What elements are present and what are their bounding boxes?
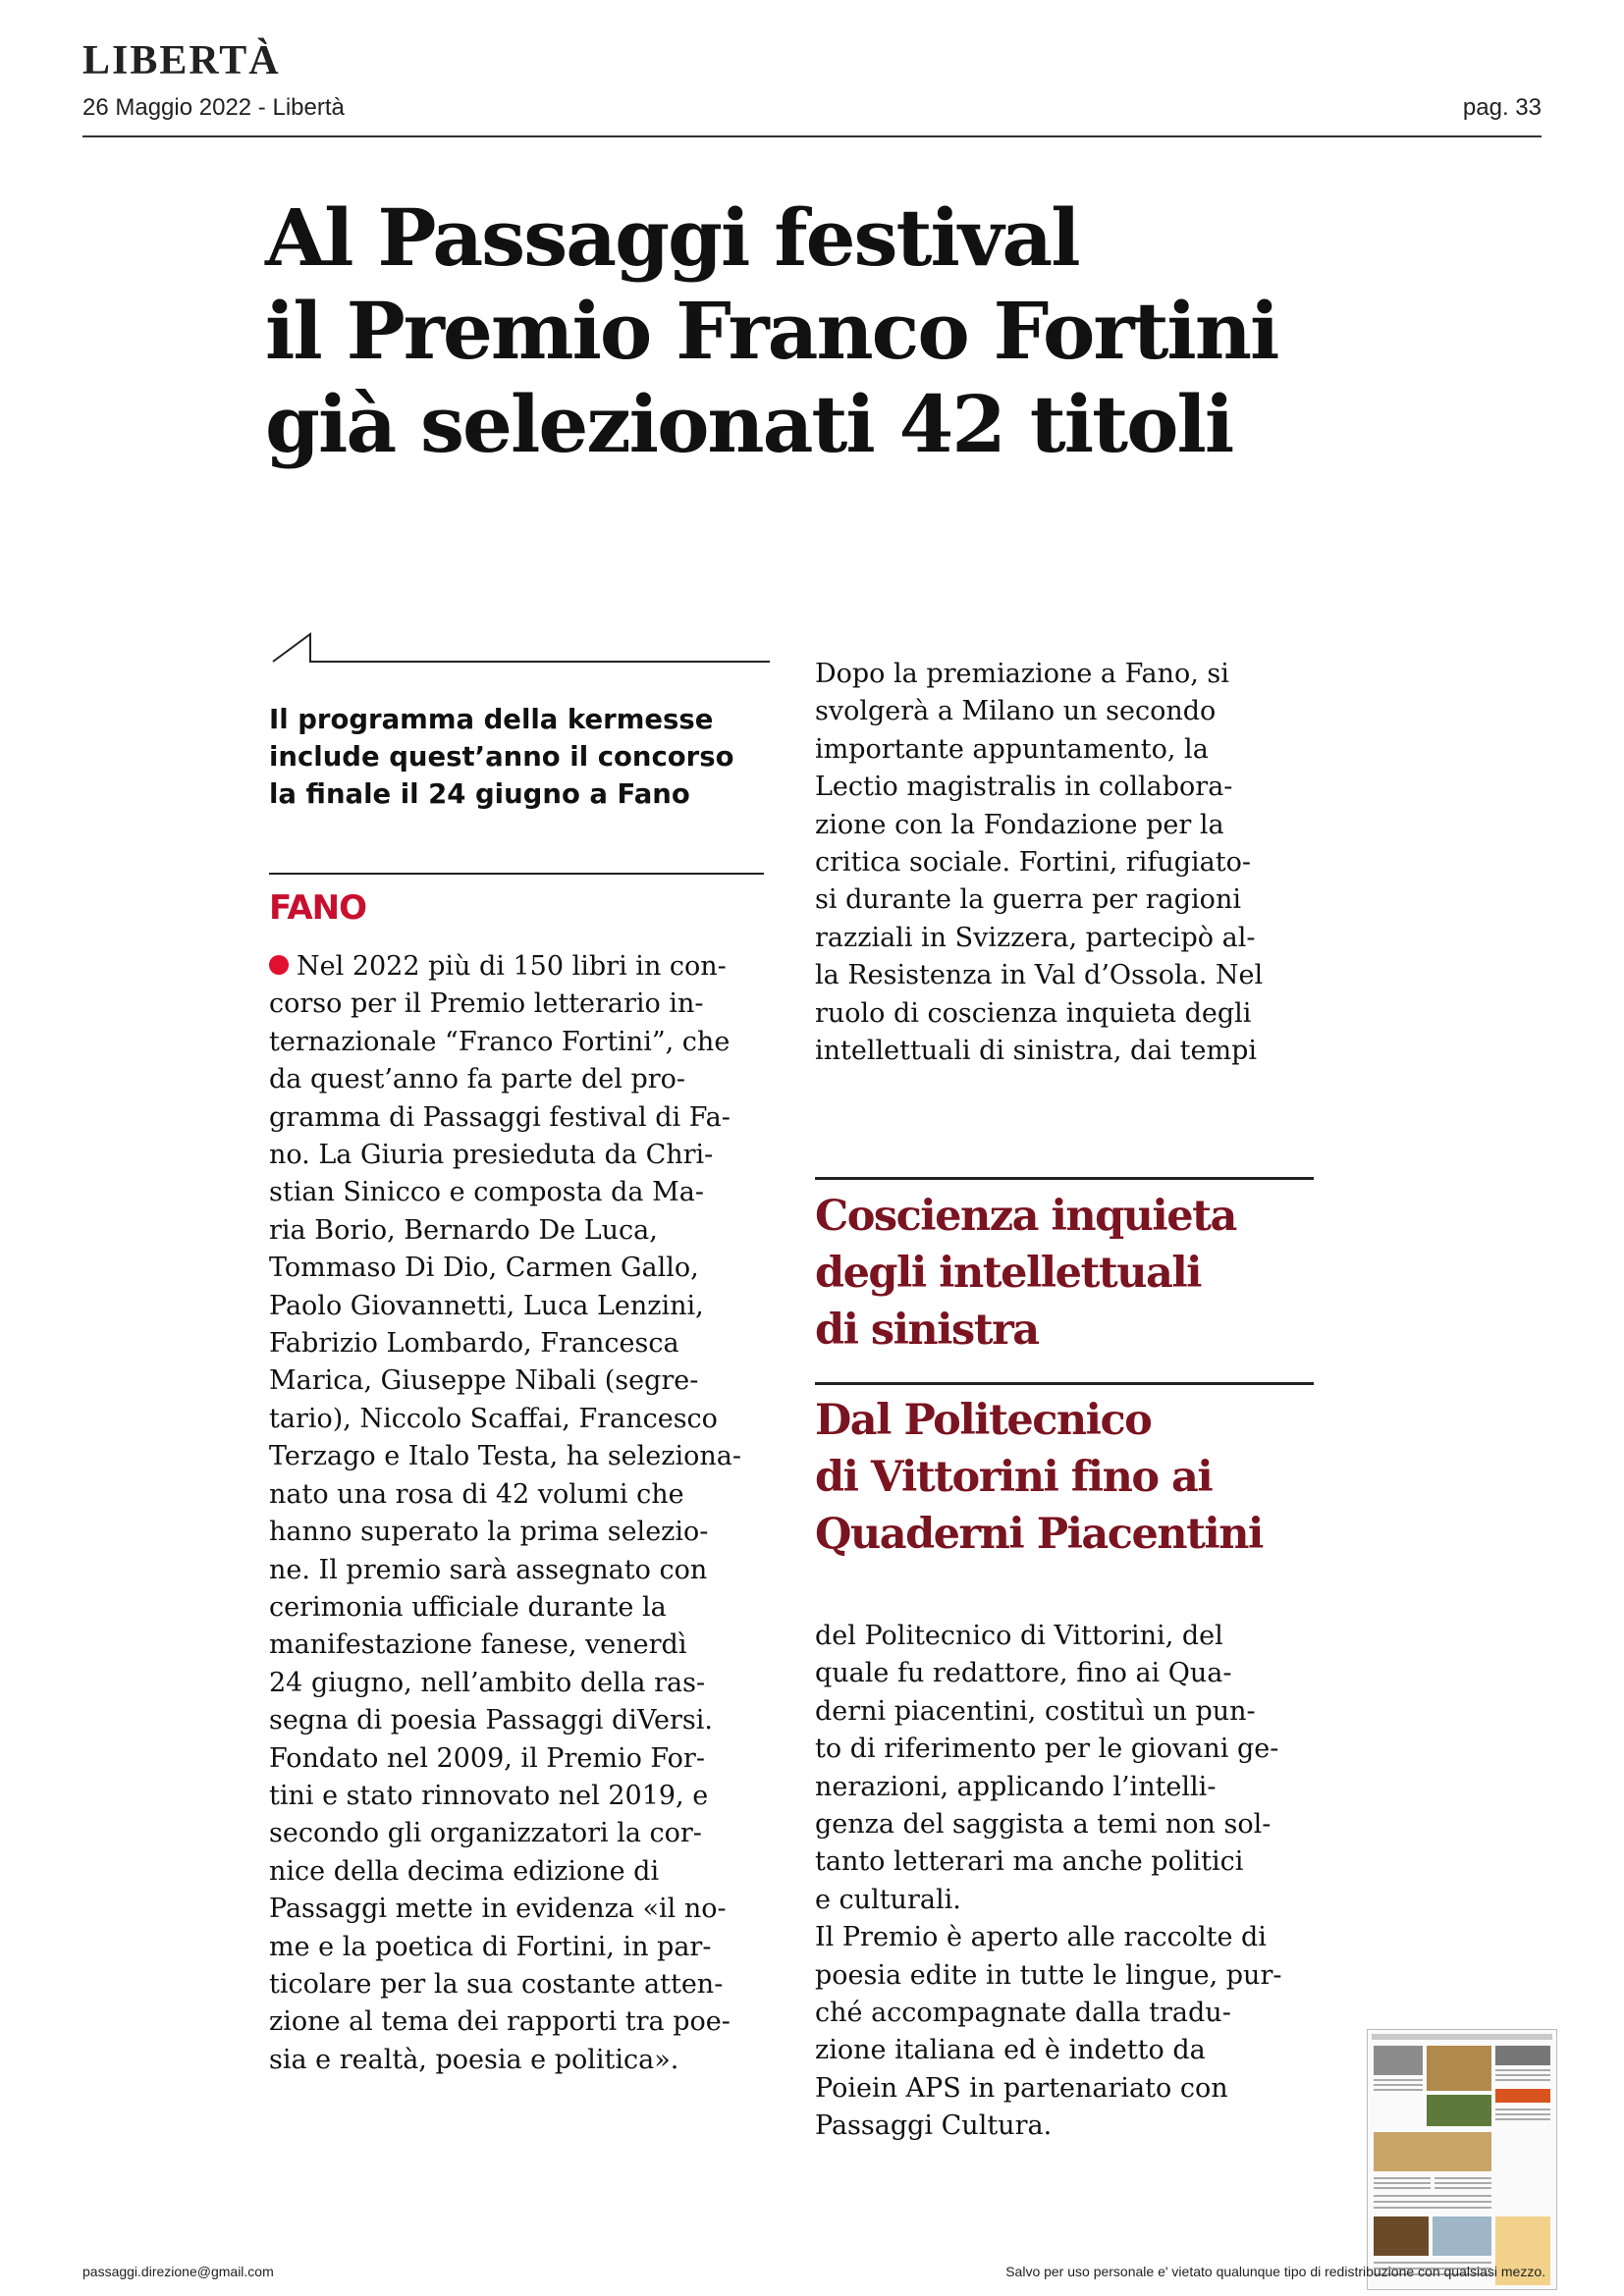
body-line: derni piacentini, costituì un pun- — [815, 1695, 1256, 1727]
body-line: me e la poetica di Fortini, in par- — [269, 1931, 712, 1962]
body-line: Paolo Giovannetti, Luca Lenzini, — [269, 1290, 704, 1321]
body-line: si durante la guerra per ragioni — [815, 884, 1241, 916]
body-line: Poiein APS in partenariato con — [815, 2072, 1228, 2104]
body-line: secondo gli organizzatori la cor- — [269, 1818, 702, 1849]
body-line: Fabrizio Lombardo, Francesca — [269, 1328, 679, 1360]
body-line: Fondato nel 2009, il Premio For- — [269, 1742, 705, 1774]
body-line: Passaggi Cultura. — [815, 2110, 1053, 2142]
body-column-right-bottom — [815, 1618, 1316, 2146]
body-line: 24 giugno, nell’ambito della ras- — [269, 1667, 706, 1698]
body-line: e culturali. — [815, 1884, 961, 1915]
page-number: pag. 33 — [1462, 94, 1542, 121]
headline-line: il Premio Franco Fortini — [265, 285, 1278, 377]
body-line: no. La Giuria presieduta da Chri- — [269, 1140, 714, 1171]
body-line: Passaggi mette in evidenza «il no- — [269, 1894, 727, 1925]
body-line: tario), Niccolo Scaffai, Francesco — [269, 1403, 718, 1434]
pull-quote — [815, 1392, 1263, 1563]
body-line: cerimonia ufficiale durante la — [269, 1591, 667, 1623]
page-thumbnail — [1367, 2029, 1557, 2290]
body-line: ruolo di coscienza inquieta degli — [815, 997, 1252, 1029]
body-line: quale fu redattore, fino ai Qua- — [815, 1658, 1232, 1689]
body-line: stian Sinicco e composta da Ma- — [269, 1177, 704, 1208]
pull-quote-line: degli intellettuali — [815, 1249, 1201, 1298]
article-summary — [269, 701, 780, 813]
body-line: ternazionale “Franco Fortini”, che — [269, 1026, 731, 1057]
body-line: Dopo la premiazione a Fano, si — [815, 659, 1229, 689]
summary-line: la finale il 24 giugno a Fano — [269, 778, 690, 810]
body-column-right-top — [815, 656, 1316, 1070]
bullet-dot-icon — [269, 955, 289, 975]
body-line: Lectio magistralis in collabora- — [815, 772, 1233, 803]
summary-divider — [269, 873, 764, 875]
body-line: ne. Il premio sarà assegnato con — [269, 1554, 708, 1585]
pull-quote-line: Coscienza inquieta — [815, 1192, 1236, 1241]
body-line: poesia edite in tutte le lingue, pur- — [815, 1959, 1282, 1991]
body-line: to di riferimento per le giovani ge- — [815, 1734, 1279, 1765]
pull-quote-line: Dal Politecnico — [815, 1396, 1152, 1445]
body-line: corso per il Premio letterario in- — [269, 988, 704, 1020]
headline-line: Al Passaggi festival — [265, 191, 1079, 284]
pull-quote-divider-top — [815, 1177, 1314, 1180]
article-headline — [265, 191, 1345, 471]
body-line: Il Premio è aperto alle raccolte di — [815, 1922, 1267, 1953]
header-divider — [82, 135, 1542, 137]
pull-quote-divider-middle — [815, 1382, 1314, 1385]
body-line: Terzago e Italo Testa, ha seleziona- — [269, 1441, 741, 1472]
dateline: FANO — [269, 888, 366, 928]
body-line: tanto letterari ma anche politici — [815, 1846, 1244, 1878]
body-line: Marica, Giuseppe Nibali (segre- — [269, 1365, 699, 1397]
body-line: manifestazione fanese, venerdì — [269, 1629, 687, 1661]
body-line: tini e stato rinnovato nel 2019, e — [269, 1780, 709, 1811]
body-line: importante appuntamento, la — [815, 733, 1209, 765]
body-line: gramma di Passaggi festival di Fa- — [269, 1101, 731, 1133]
body-line: la Resistenza in Val d’Ossola. Nel — [815, 960, 1264, 991]
body-column-left — [269, 948, 770, 2079]
body-line: ria Borio, Bernardo De Luca, — [269, 1214, 658, 1246]
body-line: razziali in Svizzera, partecipò al- — [815, 922, 1256, 953]
body-line: ticolare per la sua costante atten- — [269, 1968, 724, 2000]
body-line: Tommaso Di Dio, Carmen Gallo, — [269, 1253, 699, 1284]
body-line: Nel 2022 più di 150 libri in con- — [269, 948, 770, 986]
body-line: svolgerà a Milano un secondo — [815, 696, 1217, 727]
body-line: zione con la Fondazione per la — [815, 809, 1224, 840]
pull-quote — [815, 1188, 1236, 1359]
footer-copyright-note: Salvo per uso personale e' vietato qualunque tipo di redistribuzione con qualsiasi mezzo. — [1005, 2264, 1545, 2279]
body-line: nerazioni, applicando l’intelli- — [815, 1771, 1217, 1802]
summary-line: Il programma della kermesse — [269, 704, 714, 735]
publication-date: 26 Maggio 2022 - Libertà — [82, 94, 345, 121]
body-line: zione italiana ed è indetto da — [815, 2035, 1206, 2066]
pull-quote-line: di sinistra — [815, 1306, 1039, 1355]
body-line: del Politecnico di Vittorini, del — [815, 1621, 1223, 1651]
body-line: segna di poesia Passaggi diVersi. — [269, 1705, 713, 1736]
body-line: nato una rosa di 42 volumi che — [269, 1478, 684, 1510]
body-line: nice della decima edizione di — [269, 1855, 660, 1887]
body-line: ché accompagnate dalla tradu- — [815, 1998, 1231, 2029]
headline-line: già selezionati 42 titoli — [265, 378, 1233, 470]
body-line: sia e realtà, poesia e politica». — [269, 2044, 679, 2075]
masthead-logo: LIBERTÀ — [82, 38, 281, 83]
footer-email: passaggi.direzione@gmail.com — [82, 2264, 274, 2279]
body-line: genza del saggista a temi non sol- — [815, 1809, 1272, 1841]
body-line: hanno superato la prima selezio- — [269, 1517, 709, 1548]
pull-quote-line: Quaderni Piacentini — [815, 1510, 1263, 1559]
summary-line: include quest’anno il concorso — [269, 741, 734, 773]
pull-quote-line: di Vittorini fino ai — [815, 1453, 1213, 1502]
body-line: da quest’anno fa parte del pro- — [269, 1064, 686, 1095]
arrow-slash-icon — [271, 628, 772, 669]
body-line: critica sociale. Fortini, rifugiato- — [815, 847, 1251, 879]
body-line: zione al tema dei rapporti tra poe- — [269, 2006, 731, 2038]
body-line: intellettuali di sinistra, dai tempi — [815, 1036, 1257, 1067]
